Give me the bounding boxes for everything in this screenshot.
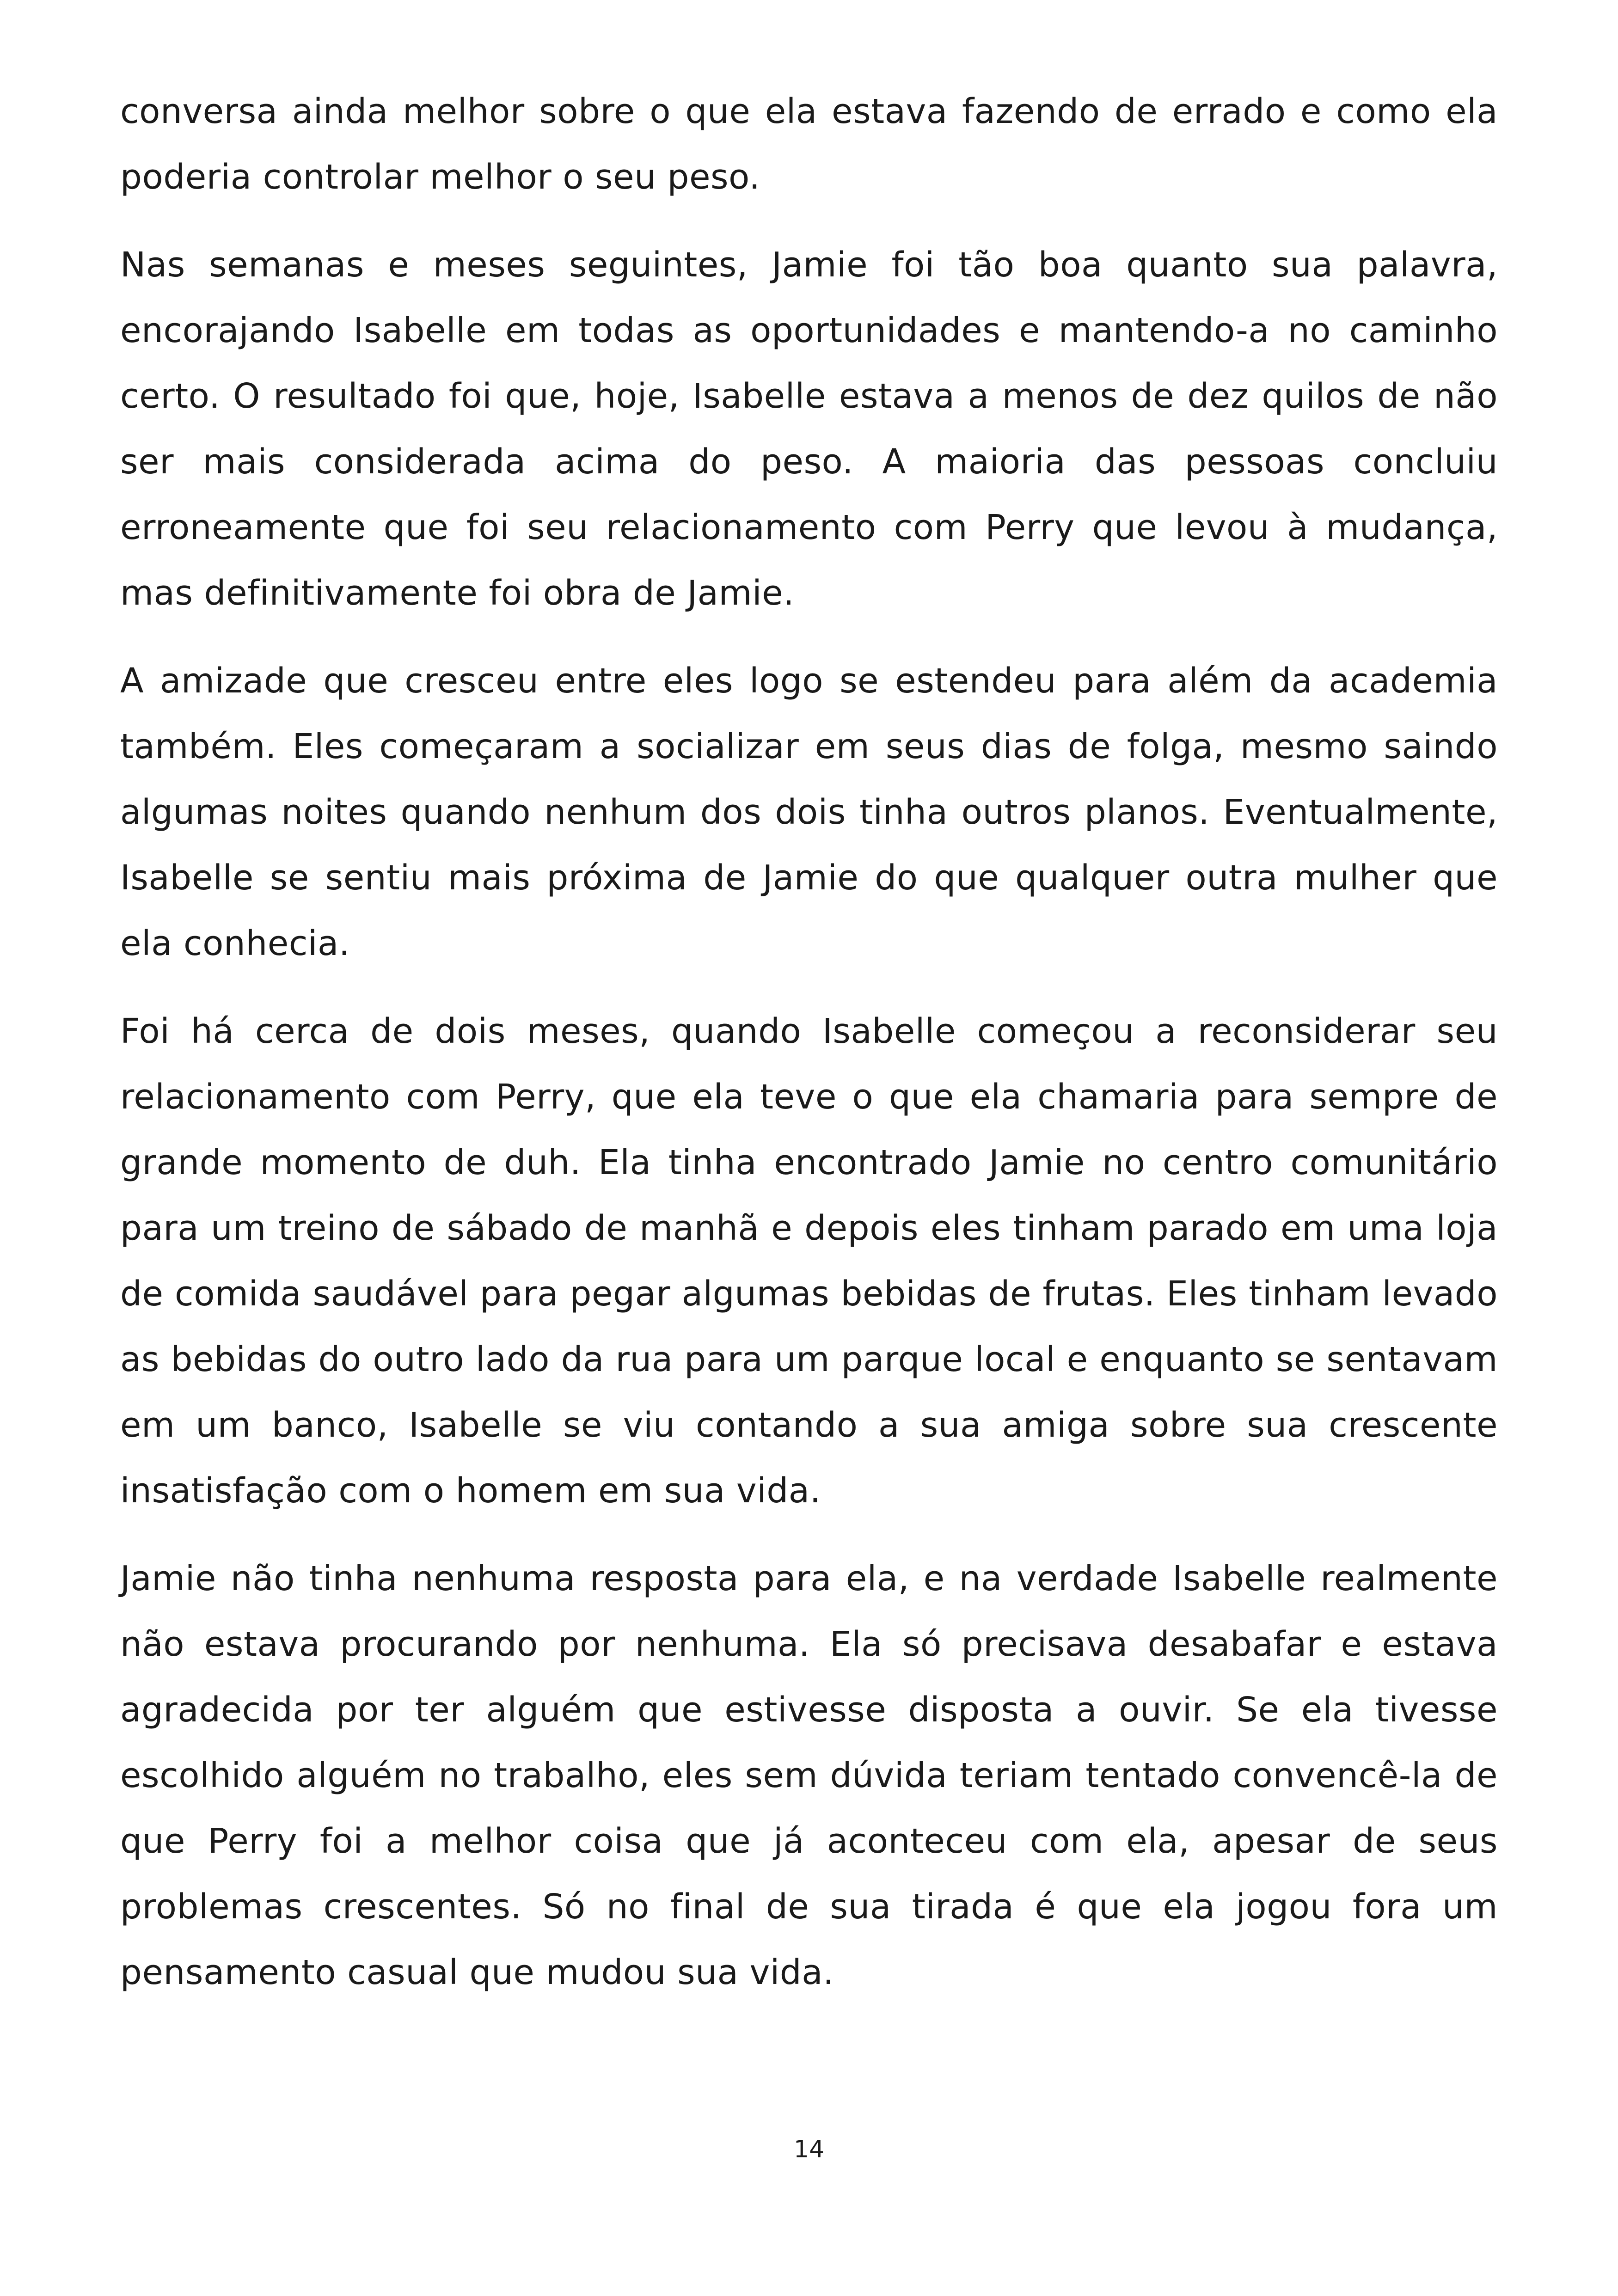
paragraph: Foi há cerca de dois meses, quando Isabelle começou a reconsiderar seu relacionamento com Perry, que ela teve o que ela chamaria para sempre de grande momento de duh. Ela tinha encontrado Jamie no centro comunitário para um treino de sábado de manhã e depois eles tinham parado em uma loja de comida saudável para pegar algumas bebidas de frutas. Eles tinham levado as bebidas do outro lado da rua para um parque local e enquanto se sentavam em um banco, Isabelle se viu contando a sua amiga sobre sua crescente insatisfação com o homem em sua vida. [120,1011,1498,1511]
paragraph: conversa ainda melhor sobre o que ela estava fazendo de errado e como ela poderia controlar melhor o seu peso. [120,92,1498,197]
body-text [120,79,1498,2027]
paragraph: A amizade que cresceu entre eles logo se estendeu para além da academia também. Eles começaram a socializar em seus dias de folga, mesmo saindo algumas noites quando nenhum dos dois tinha outros planos. Eventualmente, Isabelle se sentiu mais próxima de Jamie do que qualquer outra mulher que ela conhecia. [120,661,1498,963]
paragraph: Jamie não tinha nenhuma resposta para ela, e na verdade Isabelle realmente não estava procurando por nenhuma. Ela só precisava desabafar e estava agradecida por ter alguém que estivesse disposta a ouvir. Se ela tivesse escolhido alguém no trabalho, eles sem dúvida teriam tentado convencê-la de que Perry foi a melhor coisa que já aconteceu com ela, apesar de seus problemas crescentes. Só no final de sua tirada é que ela jogou fora um pensamento casual que mudou sua vida. [120,1559,1498,1992]
paragraph: Nas semanas e meses seguintes, Jamie foi tão boa quanto sua palavra, encorajando Isabelle em todas as oportunidades e mantendo-a no caminho certo. O resultado foi que, hoje, Isabelle estava a menos de dez quilos de não ser mais considerada acima do peso. A maioria das pessoas concluiu erroneamente que foi seu relacionamento com Perry que levou à mudança, mas definitivamente foi obra de Jamie. [120,245,1498,613]
page-number: 14 [793,2136,825,2163]
